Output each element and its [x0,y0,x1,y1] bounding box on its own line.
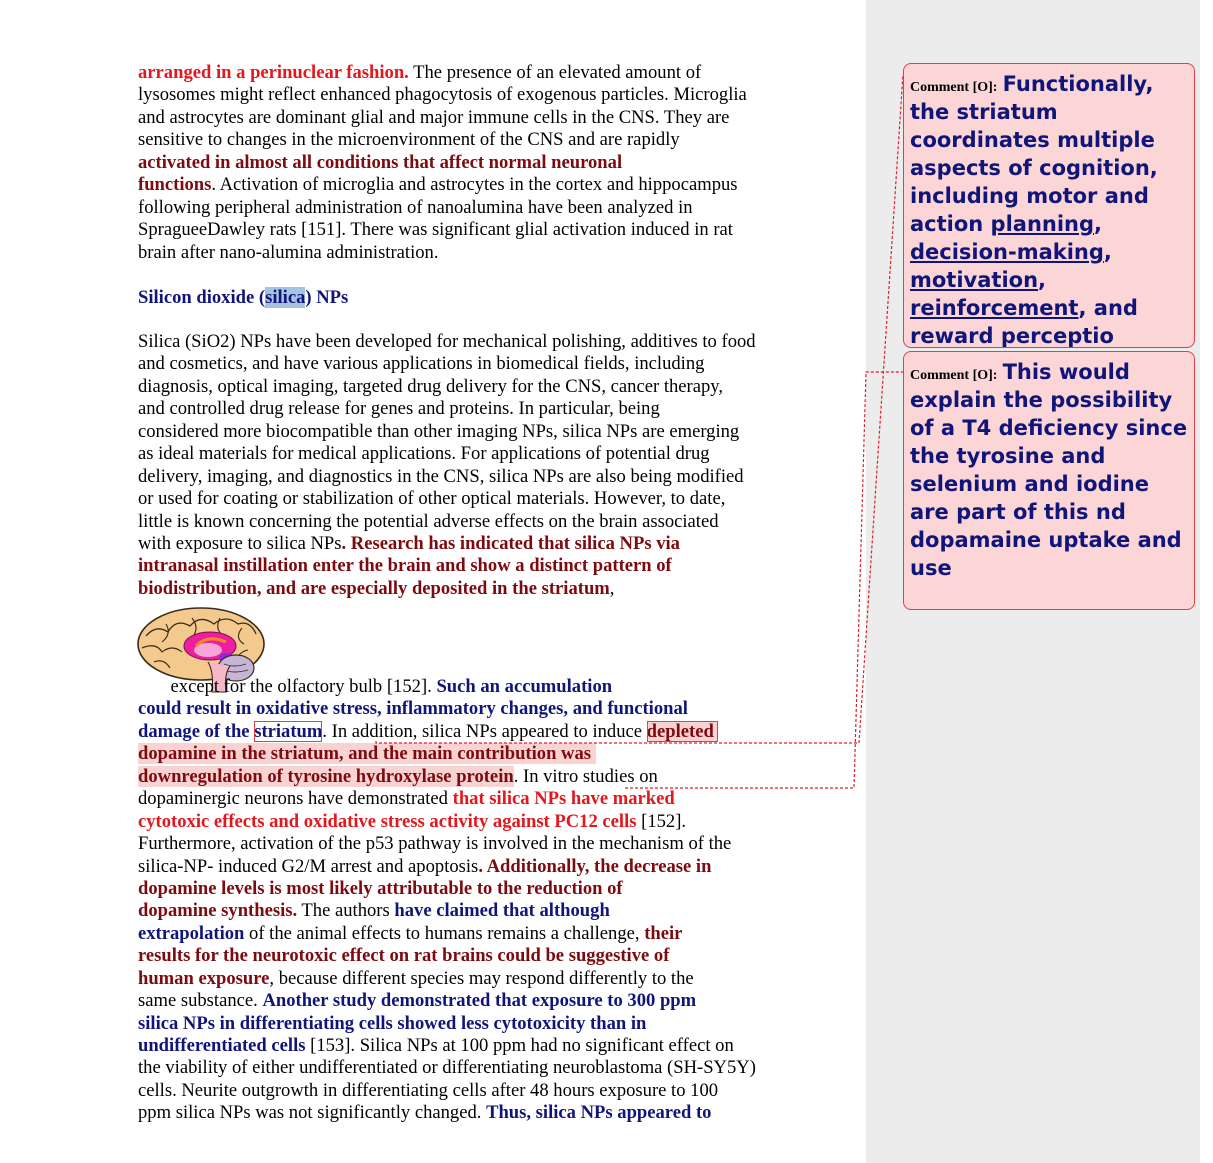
text-line [138,466,858,488]
heading-text-post: ) NPs [305,287,349,308]
text-line [138,788,858,810]
comment-link-text[interactable]: planning [990,212,1095,236]
text-run: Furthermore, activation of the p53 pathway is involved in the mechanism of the [138,833,732,855]
comment-balloon-1[interactable] [903,63,1195,348]
paragraph-microglia [138,62,858,264]
text-run: . In addition, silica NPs appeared to induce [322,720,647,742]
emphasized-text: damage of the [138,720,255,742]
window-edge [1200,0,1213,1163]
text-line [138,174,858,196]
comment-header: Comment [O]: [910,368,998,383]
text-run: with exposure to silica NPs [138,532,342,554]
text-run: except for the olfactory bulb [152]. [138,676,437,697]
text-line [138,990,858,1012]
text-line [138,878,858,900]
text-run: as ideal materials for medical applications. For applications of potential drug [138,443,710,465]
text-run: delivery, imaging, and diagnostics in the CNS, silica NPs are also being modified [138,465,744,487]
text-line [138,533,858,555]
text-run: and astrocytes are dominant glial and major immune cells in the CNS. They are [138,106,730,128]
section-heading-silica [138,287,348,309]
comment-link-text[interactable]: reinforcement [910,296,1079,320]
text-line [138,766,858,788]
text-line [138,219,858,241]
comment-text-run: , [1038,268,1047,292]
comment-text-run: Functionally, the striatum coordinates multiple aspects of cognition, including motor and action [910,72,1158,236]
text-line [138,743,858,765]
text-run: little is known concerning the potential adverse effects on the brain associated [138,510,719,532]
comment-text-run: This would explain the possibility of a T4 deficiency since the tyrosine and selenium and iodine are part of this nd dopamaine uptake and use [910,360,1188,580]
comment-text-run: , [1103,240,1112,264]
text-run: , [609,577,615,599]
text-line [138,511,858,533]
text-line [138,129,858,151]
heading-text-pre: Silicon dioxide ( [138,287,266,308]
text-run: same substance. [138,990,263,1012]
comment-text-run: , and reward perceptio [910,296,1138,348]
text-line [138,1102,858,1124]
paragraph-silica-intro [138,331,858,600]
text-run: . In vitro studies on [513,765,658,787]
paragraph-silica-effects [138,676,858,1125]
emphasized-text: arranged in a perinuclear fashion. [138,62,409,83]
text-line [138,488,858,510]
text-line [138,698,858,720]
text-line [138,578,858,600]
emphasized-text: Such an accumulation [436,676,613,697]
text-run: lysosomes might reflect enhanced phagocytosis of exogenous particles. Microglia [138,84,747,106]
emphasized-text: undifferentiated cells [138,1035,306,1056]
emphasized-text: . Additionally, the decrease in [478,855,712,877]
text-run: , because different species may respond differently to the [269,967,694,989]
emphasized-text: their [644,922,683,944]
text-line [138,968,858,990]
text-run: diagnosis, optical imaging, targeted drug delivery for the CNS, cancer therapy, [138,375,724,397]
text-run: silica-NP- induced G2/M arrest and apoptosis [138,855,479,877]
emphasized-text: results for the neurotoxic effect on rat brains could be suggestive of [138,945,670,967]
text-run: following peripheral administration of nanoalumina have been analyzed in [138,196,693,218]
text-run: [153]. Silica NPs at 100 ppm had no significant effect on [305,1035,734,1056]
emphasized-text: dopamine levels is most likely attributable to the reduction of [138,877,623,899]
emphasized-text: silica NPs in differentiating cells showed less cytotoxicity than in [138,1012,647,1034]
text-line [138,107,858,129]
text-run: or used for coating or stabilization of other optical materials. However, to date, [138,488,726,510]
text-line [138,856,858,878]
text-run: considered more biocompatible than other imaging NPs, silica NPs are emerging [138,420,740,442]
text-line [138,945,858,967]
text-line [138,833,858,855]
comment-link-text[interactable]: decision-making [910,240,1104,264]
text-line [138,376,858,398]
text-line [138,152,858,174]
text-run: and cosmetics, and have various applications in biomedical fields, including [138,353,705,375]
text-run: [152]. [636,810,687,832]
emphasized-text: intranasal instillation enter the brain and show a distinct pattern of [138,555,672,577]
text-run: The authors [297,900,395,922]
emphasized-text: could result in oxidative stress, inflammatory changes, and functional [138,698,688,720]
text-line [138,676,858,698]
emphasized-text: cytotoxic effects and oxidative stress activity against PC12 cells [138,810,637,832]
text-run: . Activation of microglia and astrocytes in the cortex and hippocampus [211,174,738,196]
commented-text[interactable]: striatum [254,720,323,742]
text-line [138,398,858,420]
text-run: the viability of either undifferentiated or differentiating neuroblastoma (SH-SY5Y) [138,1057,756,1079]
emphasized-text: dopamine synthesis. [138,900,298,922]
comment-header: Comment [O]: [910,80,998,95]
text-line [138,555,858,577]
text-run: cells. Neurite outgrowth in differentiating cells after 48 hours exposure to 100 [138,1079,719,1101]
text-line [138,443,858,465]
comment-text [910,72,1158,348]
text-line [138,1057,858,1079]
comment-text [910,360,1187,580]
text-line [138,421,858,443]
text-run: and controlled drug release for genes and proteins. In particular, being [138,398,660,420]
text-line [138,1080,858,1102]
emphasized-text: human exposure [138,967,270,989]
commented-text[interactable]: depleted [646,720,719,742]
text-line [138,242,858,264]
text-run: ppm silica NPs was not significantly changed. [138,1102,487,1124]
heading-highlight-silica[interactable]: silica [265,287,306,308]
emphasized-text: Another study demonstrated that exposure to 300 ppm [262,990,697,1012]
text-run: Silica (SiO2) NPs have been developed for mechanical polishing, additives to food [138,331,756,352]
emphasized-text: biodistribution, and are especially deposited in the striatum [138,577,610,599]
emphasized-text: . Research has indicated that silica NPs via [341,532,680,554]
text-run: The presence of an elevated amount of [408,62,702,83]
emphasized-text: have claimed that although [394,900,610,922]
text-run: SpragueeDawley rats [151]. There was significant glial activation induced in rat [138,219,733,241]
comment-link-text[interactable]: motivation [910,268,1039,292]
comment-text-run: , [1094,212,1103,236]
comment-balloon-2[interactable] [903,351,1195,610]
text-line [138,721,858,743]
text-line [138,84,858,106]
text-line [138,331,858,353]
text-line [138,923,858,945]
text-line [138,62,858,84]
emphasized-text: extrapolation [138,922,245,944]
text-run: of the animal effects to humans remains a challenge, [244,922,645,944]
text-line [138,197,858,219]
text-line [138,900,858,922]
text-run: brain after nano-alumina administration. [138,241,439,263]
text-run: dopaminergic neurons have demonstrated [138,788,453,810]
emphasized-text: activated in almost all conditions that affect normal neuronal [138,151,623,173]
emphasized-text: functions [138,174,212,196]
text-line [138,1035,858,1057]
emphasized-text: dopamine in the striatum, and the main contribution was [138,743,596,765]
emphasized-text: that silica NPs have marked [452,788,675,810]
text-line [138,811,858,833]
emphasized-text: Thus, silica NPs appeared to [486,1102,712,1124]
text-line [138,1013,858,1035]
text-line [138,353,858,375]
emphasized-text: downregulation of tyrosine hydroxylase protein [138,765,514,787]
text-run: sensitive to changes in the microenvironment of the CNS and are rapidly [138,129,680,151]
